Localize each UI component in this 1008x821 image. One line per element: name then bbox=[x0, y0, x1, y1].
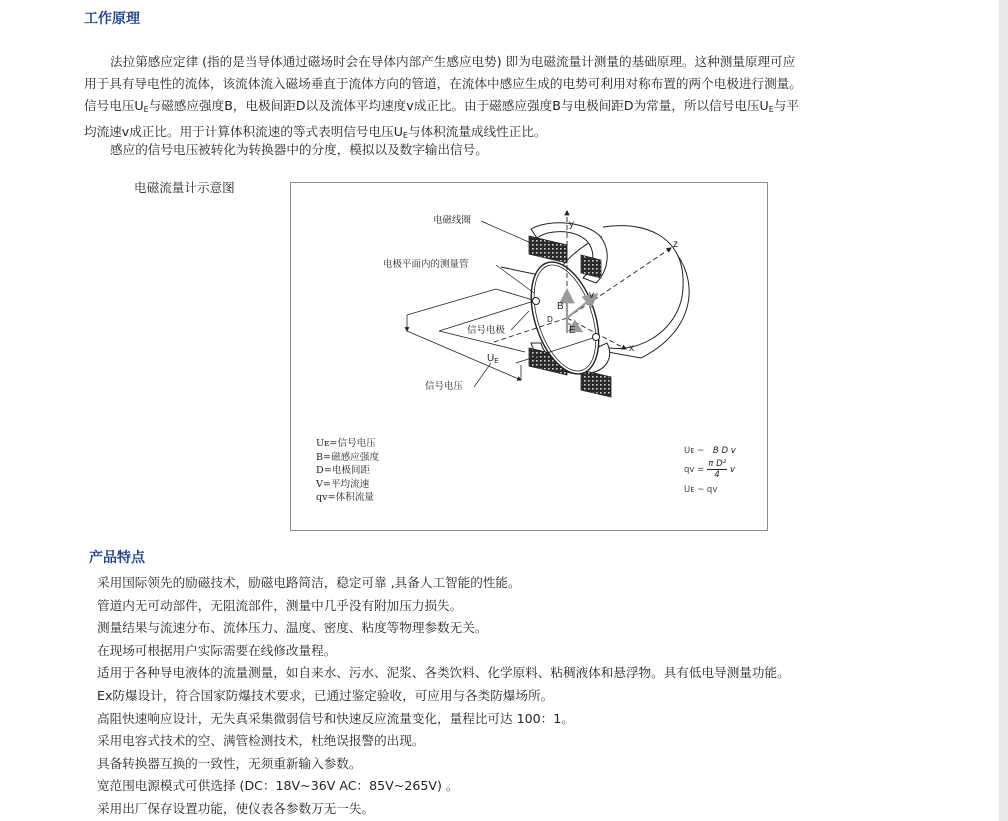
section-title-features: 产品特点 bbox=[89, 550, 145, 566]
list-item: 宽范围电源模式可供选择 (DC：18V~36V AC：85V~265V) 。 bbox=[97, 778, 459, 794]
paragraph-line: 法拉第感应定律 (指的是当导体通过磁场时会在导体内部产生感应电势) 即为电磁流量计测量的基础原理。这种测量原理可应 bbox=[110, 54, 796, 69]
legend-item: V=平均流速 bbox=[316, 478, 370, 490]
list-item: 采用出厂保存设置功能，使仪表各参数万无一失。 bbox=[97, 800, 375, 816]
list-item: 管道内无可动部件，无阻流部件，测量中几乎没有附加压力损失。 bbox=[97, 597, 463, 613]
list-item: Ex防爆设计，符合国家防爆技术要求，已通过鉴定验收，可应用与各类防爆场所。 bbox=[97, 687, 554, 703]
list-item: 测量结果与流速分布、流体压力、温度、密度、粘度等物理参数无关。 bbox=[97, 620, 488, 636]
formula-1: Uᴇ ~ B D v bbox=[684, 446, 736, 456]
mark-B: B bbox=[557, 301, 564, 312]
features-list bbox=[97, 572, 790, 821]
paragraph-line: 信号电压$U_E$与磁感应强度B，电极间距D以及流体平均速度v成正比。由于磁感应强度B与电极间距D为常量，所以信号电压$U_E$与平 bbox=[84, 98, 799, 114]
figure-caption: 电磁流量计示意图 bbox=[134, 180, 235, 195]
right-edge-bar bbox=[999, 0, 1008, 821]
list-item: 在现场可根据用户实际需要在线修改量程。 bbox=[97, 642, 337, 658]
formula-3: Uᴇ ~ qv bbox=[684, 485, 718, 495]
list-item: 适用于各种导电液体的流量测量，如自来水、污水、泥浆、各类饮料、化学原料、粘稠液体和悬浮物。具有低电导测量功能。 bbox=[97, 665, 790, 681]
list-item: 高阻快速响应设计，无失真采集微弱信号和快速反应流量变化，量程比可达 100：1。 bbox=[97, 710, 574, 726]
list-item: 采用电容式技术的空、满管检测技术，杜绝误报警的出现。 bbox=[97, 733, 425, 749]
legend-item: B=磁感应强度 bbox=[316, 451, 380, 463]
mark-D: D bbox=[547, 315, 553, 324]
label-electrode: 信号电极 bbox=[467, 325, 506, 336]
legend-item: qv=体积流量 bbox=[316, 492, 374, 503]
list-item: 具备转换器互换的一致性，无须重新输入参数。 bbox=[97, 755, 362, 771]
paragraph-line: 均流速v成正比。用于计算体积流速的等式表明信号电压$U_E$与体积流量成线性正比。 bbox=[84, 124, 547, 140]
axis-x-label: x bbox=[629, 343, 634, 354]
mark-v: v bbox=[589, 290, 594, 301]
principle-paragraph bbox=[84, 51, 914, 147]
mark-E: E bbox=[569, 325, 576, 336]
label-tube: 电极平面内的测量管 bbox=[383, 259, 469, 270]
label-coil: 电磁线圈 bbox=[433, 215, 472, 226]
list-item: 采用国际领先的励磁技术，励磁电路简洁，稳定可靠 ,具备人工智能的性能。 bbox=[97, 575, 521, 590]
formula-block bbox=[684, 446, 736, 495]
paragraph-line: 用于具有导电性的流体，该流体流入磁场垂直于流体方向的管道，在流体中感应生成的电势可利用对称布置的两个电极进行测量。 bbox=[84, 76, 802, 91]
legend-item: Uᴇ=信号电压 bbox=[316, 438, 376, 449]
axis-z-label: z bbox=[673, 239, 678, 250]
formula-2: qv = $\frac{\text{π D²}}{4}$ v bbox=[684, 459, 736, 480]
symbol-legend bbox=[316, 437, 379, 505]
label-voltage: 信号电压 bbox=[425, 381, 464, 392]
axis-y-label: y bbox=[569, 219, 574, 230]
mark-UE: $U_E$ bbox=[487, 353, 499, 365]
electrode-right bbox=[593, 334, 600, 341]
flowmeter-diagram bbox=[290, 182, 768, 531]
legend-item: D=电极间距 bbox=[316, 465, 371, 476]
section-title-principle: 工作原理 bbox=[84, 11, 140, 27]
electrode-left bbox=[533, 298, 540, 305]
principle-paragraph-2: 感应的信号电压被转化为转换器中的分度，模拟以及数字输出信号。 bbox=[110, 142, 488, 157]
